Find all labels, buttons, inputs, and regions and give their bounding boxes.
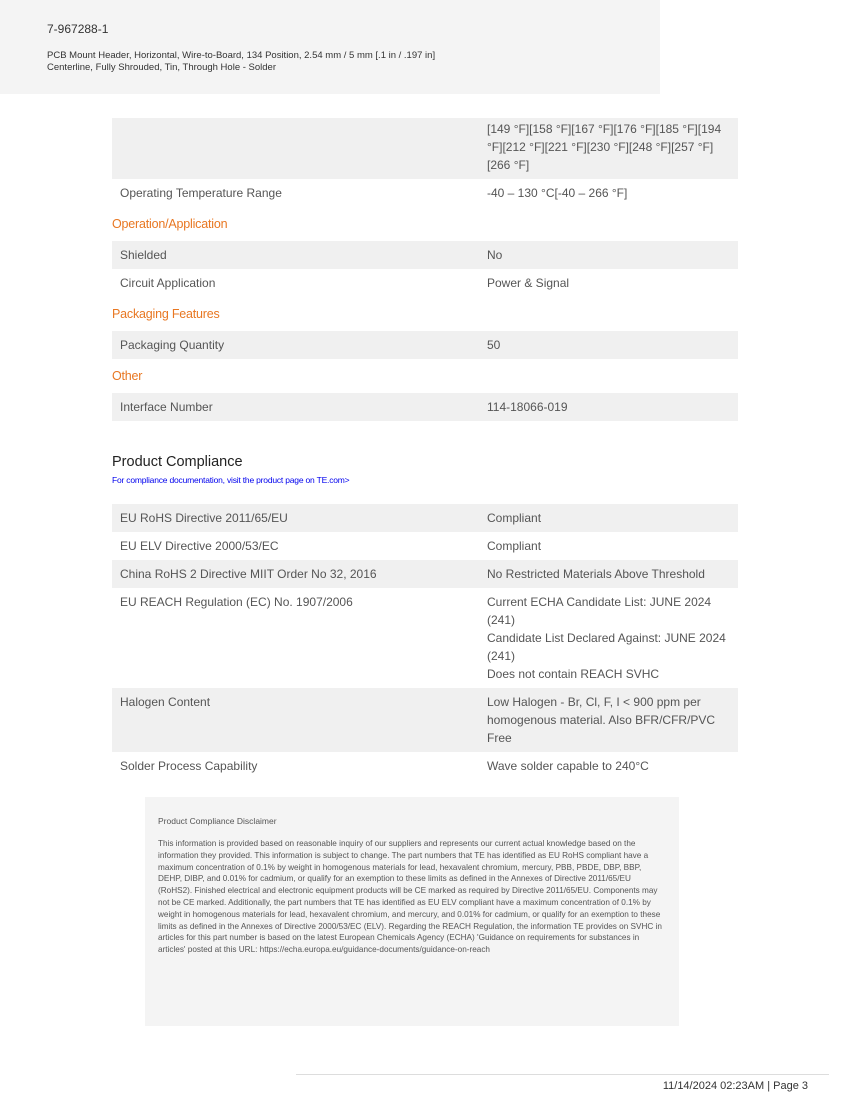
compliance-value: No Restricted Materials Above Threshold bbox=[487, 567, 705, 581]
compliance-row bbox=[112, 504, 738, 532]
spec-value: -40 – 130 °C[-40 – 266 °F] bbox=[487, 186, 628, 200]
compliance-label: Halogen Content bbox=[120, 695, 211, 709]
spec-row bbox=[112, 393, 738, 421]
compliance-value: Compliant bbox=[487, 511, 542, 525]
spec-label bbox=[112, 120, 487, 174]
compliance-disclaimer bbox=[145, 797, 679, 1026]
spec-value: 114-18066-019 bbox=[487, 400, 568, 414]
compliance-label: EU RoHS Directive 2011/65/EU bbox=[120, 511, 288, 525]
spec-value: Power & Signal bbox=[487, 276, 570, 290]
reach-declared-against: Candidate List Declared Against: JUNE 2024 (241) bbox=[487, 631, 726, 663]
compliance-label: Solder Process Capability bbox=[120, 759, 258, 773]
section-title-other: Other bbox=[112, 369, 143, 383]
spec-label: Operating Temperature Range bbox=[120, 186, 282, 200]
disclaimer-title: Product Compliance Disclaimer bbox=[158, 816, 277, 826]
compliance-value: Wave solder capable to 240°C bbox=[487, 759, 649, 773]
spec-value: No bbox=[487, 248, 503, 262]
footer-timestamp-page: 11/14/2024 02:23AM | Page 3 bbox=[662, 1080, 808, 1092]
spec-value: [149 °F][158 °F][167 °F][176 °F][185 °F][194 °F][212 °F][221 °F][230 °F][248 °F][257 °F][266 °F] bbox=[487, 122, 722, 172]
document-header bbox=[0, 0, 660, 94]
compliance-value: Compliant bbox=[487, 539, 542, 553]
spec-label: Circuit Application bbox=[120, 276, 216, 290]
compliance-row bbox=[112, 752, 738, 780]
spec-label: Interface Number bbox=[120, 400, 213, 414]
spec-row bbox=[112, 331, 738, 359]
spec-label: Shielded bbox=[120, 248, 167, 262]
spec-row bbox=[112, 179, 738, 207]
reach-candidate-list: Current ECHA Candidate List: JUNE 2024 (241) bbox=[487, 595, 712, 627]
compliance-label: EU REACH Regulation (EC) No. 1907/2006 bbox=[120, 595, 353, 609]
reach-svhc-status: Does not contain REACH SVHC bbox=[487, 667, 660, 681]
spec-value: 50 bbox=[487, 338, 501, 352]
compliance-heading: Product Compliance bbox=[112, 454, 243, 470]
compliance-label: China RoHS 2 Directive MIIT Order No 32, 2016 bbox=[120, 567, 377, 581]
spec-row bbox=[112, 118, 738, 179]
part-description: PCB Mount Header, Horizontal, Wire-to-Board, 134 Position, 2.54 mm / 5 mm [.1 in / .197 in] Centerline, Fully Shrouded, Tin, Through Hole - Solder bbox=[47, 50, 436, 73]
compliance-row bbox=[112, 560, 738, 588]
compliance-value bbox=[487, 593, 738, 683]
disclaimer-text: This information is provided based on reasonable inquiry of our suppliers and represents our current actual knowledge based on the information they provided. This information is subject to change. The part numbers that TE has identified as EU RoHS compliant have a maximum concentration of 0.1% by weight in homogenous materials for lead, hexavalent chromium, mercury, PBB, PBDE, DBP, BBP, DEHP, DIBP, and 0.01% for cadmium, or qualify for an exemption to these limits as defined in the Annexes of Directive 2011/65/EU (RoHS2). Finished electrical and electronic equipment products will be CE marked as required by Directive 2011/65/EU. Components may not be CE marked. Additionally, the part numbers that TE has identified as EU ELV compliant have a maximum concentration of 0.1% by weight in homogenous materials for lead, hexavalent chromium, and mercury, and 0.01% for cadmium, or qualify for an exemption to these limits as defined in the Annexes of Directive 2000/53/EC (ELV). Regarding the REACH Regulation, the information TE provides on SVHC in articles for this part number is based on the latest European Chemicals Agency (ECHA) 'Guidance on requirements for substances in articles' posted at this URL: https://echa.europa.eu/guidance-documents/guidance-on-reach bbox=[158, 839, 662, 955]
part-number: 7-967288-1 bbox=[47, 22, 109, 36]
footer-divider bbox=[296, 1074, 829, 1075]
compliance-row bbox=[112, 532, 738, 560]
compliance-row bbox=[112, 688, 738, 752]
spec-row bbox=[112, 269, 738, 297]
compliance-row bbox=[112, 588, 738, 688]
spec-content bbox=[112, 118, 738, 780]
compliance-value: Low Halogen - Br, Cl, F, I < 900 ppm per homogenous material. Also BFR/CFR/PVC Free bbox=[487, 695, 716, 745]
spec-row bbox=[112, 241, 738, 269]
compliance-documentation-link[interactable]: For compliance documentation, visit the product page on TE.com> bbox=[112, 475, 350, 485]
section-title-packaging: Packaging Features bbox=[112, 307, 220, 321]
section-title-operation: Operation/Application bbox=[112, 217, 228, 231]
compliance-label: EU ELV Directive 2000/53/EC bbox=[120, 539, 279, 553]
spec-label: Packaging Quantity bbox=[120, 338, 225, 352]
